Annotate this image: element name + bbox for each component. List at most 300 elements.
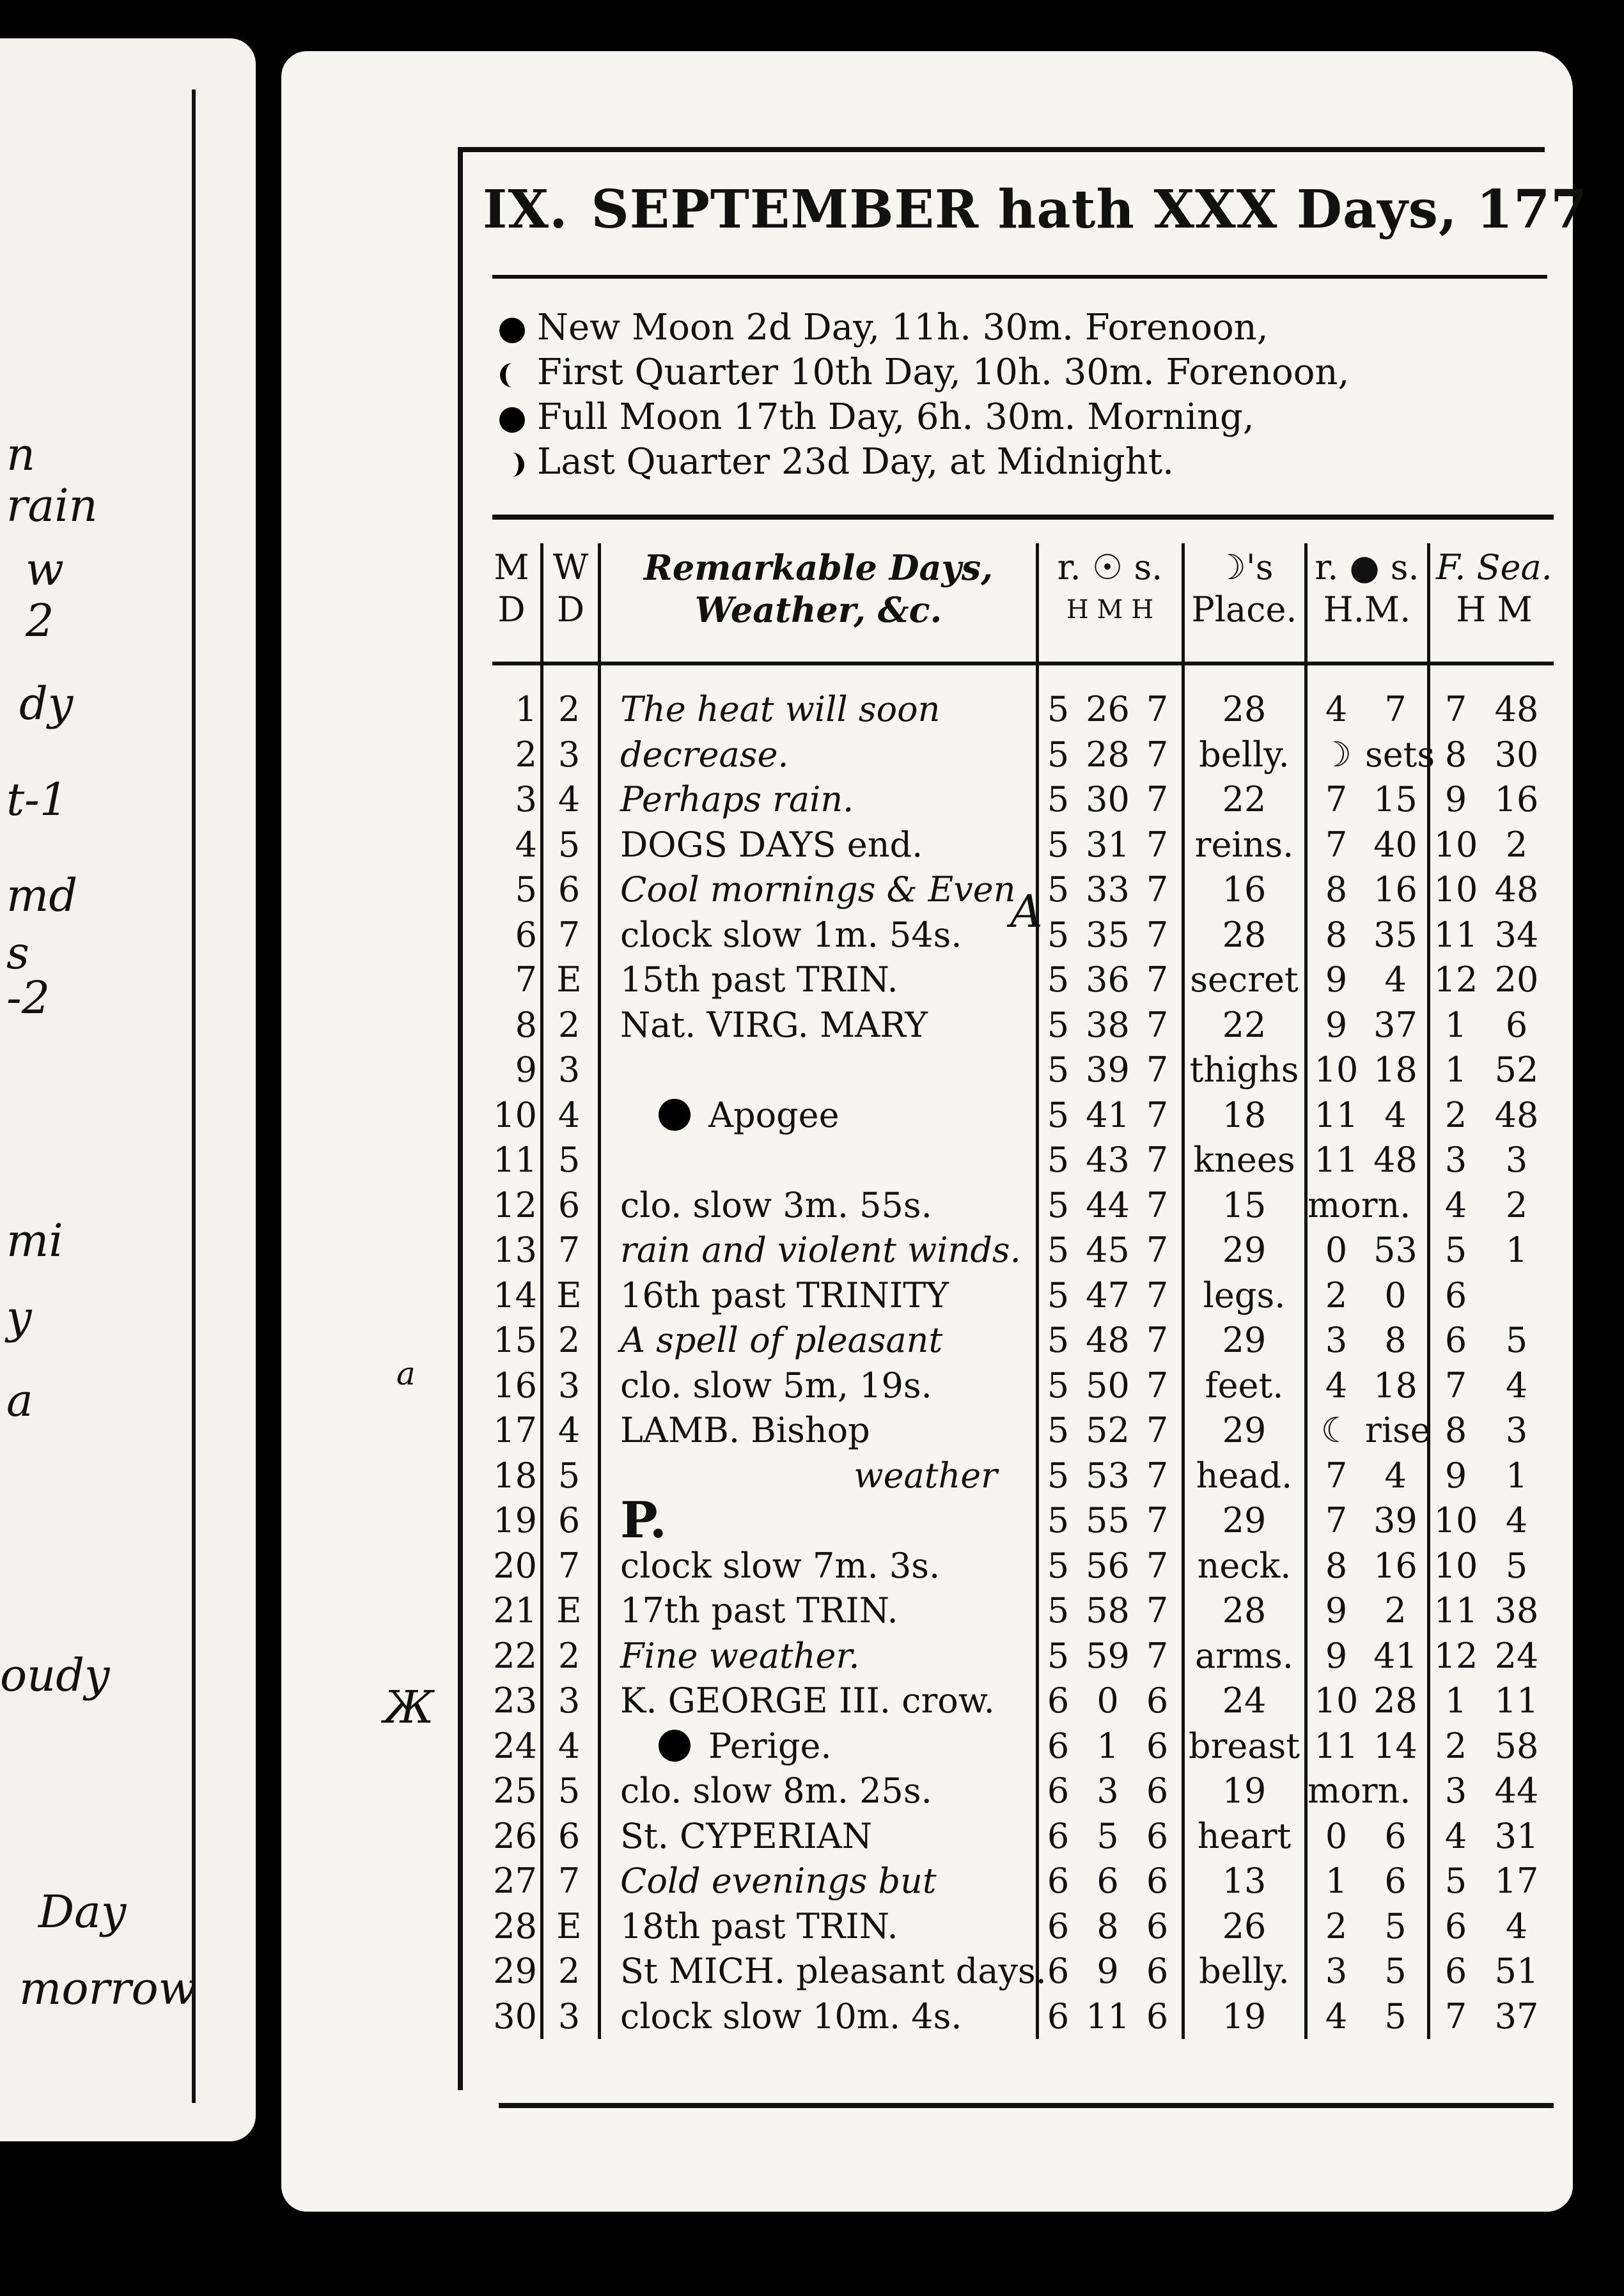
- cell-place: belly.: [1199, 734, 1290, 775]
- remark-text: Cold evenings but: [620, 1861, 937, 1901]
- cell-wd: 5: [558, 1771, 581, 1811]
- cell-md: 10: [493, 1094, 537, 1135]
- remark-text: clo. slow 5m, 19s.: [620, 1365, 932, 1406]
- cell-sr-m: 0: [1097, 1680, 1119, 1721]
- first-quarter-icon: [499, 362, 526, 389]
- table-row: [0, 1544, 1624, 1588]
- remark-text: St MICH. pleasant days.: [620, 1951, 1047, 1991]
- cell-wd: 7: [558, 914, 581, 955]
- cell-moon-m: 4: [1384, 1094, 1407, 1135]
- table-row: [0, 1228, 1624, 1273]
- cell-place: 15: [1222, 1184, 1267, 1225]
- cell-sea-m: 3: [1505, 1140, 1528, 1180]
- cell-sr-m: 56: [1086, 1545, 1130, 1586]
- cell-moon-h: 8: [1325, 1545, 1348, 1586]
- cell-sr-m: 36: [1086, 959, 1130, 1000]
- cell-wd: 6: [558, 1815, 581, 1856]
- cell-text: [620, 913, 1036, 958]
- cell-text: [620, 1634, 1036, 1679]
- cell-sea-h: 1: [1444, 1050, 1467, 1090]
- cell-moon-h: 0: [1325, 1230, 1348, 1270]
- cell-ss-h: 7: [1146, 1500, 1169, 1540]
- cell-moon-m: 5: [1384, 1996, 1407, 2036]
- cell-sea-h: 1: [1444, 1680, 1467, 1721]
- cell-ss-h: 7: [1146, 1320, 1169, 1360]
- full-moon-icon: [499, 407, 526, 433]
- cell-text: [620, 867, 1036, 912]
- cell-sr-m: 59: [1086, 1635, 1130, 1676]
- cell-sea-h: 6: [1444, 1951, 1467, 1991]
- cell-text: [620, 1491, 1036, 1549]
- table-row: [0, 1183, 1624, 1228]
- cell-moon-m: 5: [1384, 1905, 1407, 1946]
- cell-sr-h: 5: [1047, 1365, 1070, 1406]
- header-month-day: M D: [494, 547, 529, 630]
- phase-line: [537, 352, 1349, 393]
- header-remarkable-days: Remarkable Days, Weather, &c.: [643, 547, 994, 630]
- margin-mark: a: [396, 1355, 416, 1392]
- cell-moon-m: 4: [1384, 1455, 1407, 1496]
- cell-sea-m: 34: [1494, 914, 1539, 955]
- cell-sr-m: 44: [1086, 1184, 1130, 1225]
- cell-sr-h: 6: [1047, 1815, 1070, 1856]
- cell-moon-h: 1: [1325, 1861, 1348, 1901]
- remark-text: Perhaps rain.: [620, 779, 854, 819]
- cell-md: 24: [493, 1725, 537, 1766]
- cell-ss-h: 6: [1146, 1861, 1169, 1901]
- margin-mark: Ж: [384, 1681, 434, 1734]
- cell-moon-h: 9: [1325, 1004, 1348, 1045]
- cell-sea-h: 9: [1444, 779, 1467, 819]
- remark-text: The heat will soon: [620, 689, 941, 729]
- title-underline: [492, 275, 1547, 279]
- cell-place: 19: [1222, 1771, 1267, 1811]
- cell-md: 19: [493, 1500, 537, 1540]
- handwriting: oudy: [0, 1649, 110, 1702]
- cell-sr-m: 11: [1086, 1996, 1130, 2036]
- cell-sea-m: 51: [1494, 1951, 1539, 1991]
- cell-ss-h: 7: [1146, 914, 1169, 955]
- cell-ss-h: 7: [1146, 1094, 1169, 1135]
- cell-sea-h: 11: [1433, 914, 1478, 955]
- cell-ss-h: 6: [1146, 1815, 1169, 1856]
- cell-wd: 2: [558, 689, 581, 729]
- cell-sr-h: 6: [1047, 1771, 1070, 1811]
- cell-place: 24: [1222, 1680, 1267, 1721]
- cell-ss-h: 7: [1146, 1410, 1169, 1450]
- cell-md: 20: [493, 1545, 537, 1586]
- handwriting: s: [6, 927, 29, 979]
- remark-text: clock slow 10m. 4s.: [620, 1996, 962, 2036]
- header-week-day: W D: [552, 547, 589, 630]
- cell-sea-m: 17: [1494, 1861, 1539, 1901]
- cell-sr-m: 35: [1086, 914, 1130, 955]
- cell-wd: 2: [558, 1635, 581, 1676]
- cell-sea-h: 7: [1444, 689, 1467, 729]
- cell-sea-m: 4: [1505, 1905, 1528, 1946]
- cell-md: 13: [493, 1230, 537, 1270]
- table-row: [0, 1273, 1624, 1318]
- cell-wd: E: [556, 1905, 582, 1946]
- cell-sr-h: 5: [1047, 1500, 1070, 1540]
- table-row: [0, 958, 1624, 1002]
- cell-wd: 3: [558, 1365, 581, 1406]
- cell-sr-h: 6: [1047, 1996, 1070, 2036]
- remark-text: LAMB. Bishop: [620, 1410, 870, 1450]
- cell-wd: 3: [558, 1050, 581, 1090]
- cell-place: 29: [1222, 1230, 1267, 1270]
- cell-place: 28: [1222, 1590, 1267, 1631]
- cell-sea-m: 48: [1494, 1094, 1539, 1135]
- cell-moon-h: 8: [1325, 914, 1348, 955]
- cell-sr-h: 5: [1047, 1455, 1070, 1496]
- frame-bottom-rule: [499, 2103, 1554, 2108]
- cell-md: 30: [493, 1996, 537, 2036]
- cell-wd: 7: [558, 1230, 581, 1270]
- margin-mark: A: [1010, 885, 1043, 938]
- cell-md: 5: [515, 869, 537, 910]
- cell-md: 7: [515, 959, 537, 1000]
- cell-sr-h: 5: [1047, 1094, 1070, 1135]
- handwriting: md: [6, 869, 78, 922]
- cell-moon-m: 37: [1373, 1004, 1417, 1045]
- cell-place: 16: [1222, 869, 1267, 910]
- cell-text: [620, 1363, 1036, 1408]
- cell-sr-m: 58: [1086, 1590, 1130, 1631]
- cell-text: [620, 1994, 1036, 2039]
- cell-text: [620, 687, 1036, 732]
- cell-sea-m: 48: [1494, 869, 1539, 910]
- phase-text: First Quarter 10th Day, 10h. 30m. Forenoon,: [537, 352, 1350, 393]
- cell-md: 1: [515, 689, 537, 729]
- handwriting: w: [26, 543, 64, 596]
- cell-sr-h: 5: [1047, 1545, 1070, 1586]
- cell-sr-m: 43: [1086, 1140, 1130, 1180]
- cell-sr-m: 30: [1086, 779, 1130, 819]
- cell-sr-m: 3: [1097, 1771, 1119, 1811]
- handwriting: 2: [26, 594, 54, 647]
- cell-md: 9: [515, 1050, 537, 1090]
- cell-moon-h: 0: [1325, 1815, 1348, 1856]
- cell-wd: 4: [558, 1725, 581, 1766]
- table-row: [0, 777, 1624, 822]
- cell-place: 26: [1222, 1905, 1267, 1946]
- cell-moon-h: ☾: [1320, 1410, 1352, 1450]
- cell-moon-h: 11: [1314, 1140, 1359, 1180]
- table-row: [0, 867, 1624, 912]
- cell-sea-m: 30: [1494, 734, 1539, 775]
- cell-moon-m: 53: [1373, 1230, 1417, 1270]
- cell-md: 29: [493, 1951, 537, 1991]
- cell-moon-m: 15: [1373, 779, 1417, 819]
- cell-text: [620, 1183, 1036, 1228]
- cell-sea-h: 7: [1444, 1996, 1467, 2036]
- cell-sea-m: 2: [1505, 1184, 1528, 1225]
- cell-moon-h: 2: [1325, 1275, 1348, 1315]
- cell-sr-h: 5: [1047, 1004, 1070, 1045]
- table-row: [0, 733, 1624, 777]
- cell-wd: 6: [558, 1184, 581, 1225]
- cell-sea-h: 3: [1444, 1140, 1467, 1180]
- cell-moon-m: rise: [1365, 1410, 1431, 1450]
- cell-moon-h: 8: [1325, 869, 1348, 910]
- cell-wd: E: [556, 1275, 582, 1315]
- cell-sr-m: 5: [1097, 1815, 1119, 1856]
- table-row: [0, 1363, 1624, 1408]
- remark-text: P.: [620, 1491, 667, 1549]
- table-row: [0, 1994, 1624, 2039]
- moon-dot-icon: [659, 1730, 691, 1762]
- cell-moon-m: 18: [1373, 1050, 1417, 1090]
- cell-sea-m: 6: [1505, 1004, 1528, 1045]
- cell-sr-m: 52: [1086, 1410, 1130, 1450]
- cell-ss-h: 6: [1146, 1725, 1169, 1766]
- cell-place: thighs: [1189, 1050, 1299, 1090]
- phase-line: [537, 307, 1269, 348]
- remark-text: clo. slow 8m. 25s.: [620, 1771, 932, 1811]
- cell-text: [620, 1588, 1036, 1633]
- handwriting: mi: [6, 1214, 63, 1267]
- cell-sea-m: 4: [1505, 1500, 1528, 1540]
- cell-sea-m: 38: [1494, 1590, 1539, 1631]
- cell-moon-m: 18: [1373, 1365, 1417, 1406]
- cell-sr-h: 6: [1047, 1951, 1070, 1991]
- table-row: [0, 1949, 1624, 1994]
- frame-top-rule: [458, 147, 1545, 152]
- last-quarter-icon: [499, 451, 526, 478]
- cell-sr-h: 5: [1047, 1635, 1070, 1676]
- remark-text: clo. slow 3m. 55s.: [620, 1184, 932, 1225]
- cell-sea-m: 11: [1494, 1680, 1539, 1721]
- cell-moon-h: 4: [1325, 689, 1348, 729]
- cell-text: [620, 1679, 1036, 1723]
- cell-moon-m: 6: [1384, 1815, 1407, 1856]
- cell-moon-h: 10: [1314, 1680, 1359, 1721]
- remark-text: clock slow 1m. 54s.: [620, 914, 962, 955]
- phase-line: [537, 441, 1174, 483]
- cell-place: 22: [1222, 779, 1267, 819]
- cell-text: [620, 1273, 1036, 1318]
- new-moon-icon: [499, 317, 526, 344]
- cell-moon-h: 11: [1314, 1725, 1359, 1766]
- cell-place: knees: [1193, 1140, 1295, 1180]
- cell-text: [620, 1408, 1036, 1453]
- cell-wd: 4: [558, 779, 581, 819]
- phases-underline: [492, 515, 1554, 520]
- cell-sr-h: 5: [1047, 1050, 1070, 1090]
- cell-moon-m: 16: [1373, 1545, 1417, 1586]
- cell-text: [620, 1949, 1047, 1994]
- remark-text: Fine weather.: [620, 1635, 860, 1676]
- cell-ss-h: 7: [1146, 734, 1169, 775]
- cell-md: 11: [493, 1140, 537, 1180]
- cell-sr-h: 6: [1047, 1861, 1070, 1901]
- table-row: [0, 1093, 1624, 1138]
- cell-place: breast: [1189, 1725, 1300, 1766]
- cell-wd: E: [556, 959, 582, 1000]
- remark-text: 17th past TRIN.: [620, 1590, 898, 1631]
- cell-ss-h: 7: [1146, 1455, 1169, 1496]
- cell-place: 28: [1222, 914, 1267, 955]
- cell-wd: 7: [558, 1545, 581, 1586]
- cell-text: [620, 1859, 1036, 1904]
- cell-moon-m: 0: [1384, 1275, 1407, 1315]
- cell-md: 3: [515, 779, 537, 819]
- cell-ss-h: 7: [1146, 1184, 1169, 1225]
- cell-sr-h: 5: [1047, 1275, 1070, 1315]
- cell-sea-h: 2: [1444, 1725, 1467, 1766]
- cell-moon-m: 6: [1384, 1861, 1407, 1901]
- cell-sea-m: 1: [1505, 1455, 1528, 1496]
- handwriting: n: [6, 428, 36, 481]
- cell-text: [620, 1093, 1074, 1138]
- handwriting: morrow: [19, 1962, 197, 2015]
- cell-sr-h: 5: [1047, 734, 1070, 775]
- cell-sr-h: 5: [1047, 689, 1070, 729]
- cell-text: [620, 1814, 1036, 1859]
- remark-text: 16th past TRINITY: [620, 1275, 949, 1315]
- cell-moon-m: 39: [1373, 1500, 1417, 1540]
- cell-wd: 6: [558, 1500, 581, 1540]
- cell-place: 29: [1222, 1320, 1267, 1360]
- cell-wd: 4: [558, 1410, 581, 1450]
- table-row: [0, 1048, 1624, 1092]
- cell-ss-h: 7: [1146, 1050, 1169, 1090]
- cell-ss-h: 6: [1146, 1771, 1169, 1811]
- cell-sr-m: 53: [1086, 1455, 1130, 1496]
- cell-moon-m: 28: [1373, 1680, 1417, 1721]
- cell-sea-h: 10: [1433, 824, 1478, 865]
- cell-sea-h: 5: [1444, 1230, 1467, 1270]
- remark-text: A spell of pleasant: [620, 1320, 943, 1360]
- cell-moon-m: 48: [1373, 1140, 1417, 1180]
- cell-sea-h: 2: [1444, 1094, 1467, 1135]
- cell-sr-h: 5: [1047, 1320, 1070, 1360]
- cell-place: legs.: [1203, 1275, 1286, 1315]
- cell-place: secret: [1190, 959, 1299, 1000]
- cell-place: 28: [1222, 689, 1267, 729]
- cell-sea-m: 48: [1494, 689, 1539, 729]
- cell-ss-h: 7: [1146, 689, 1169, 729]
- cell-ss-h: 7: [1146, 1275, 1169, 1315]
- cell-ss-h: 7: [1146, 1545, 1169, 1586]
- cell-md: 26: [493, 1815, 537, 1856]
- remark-text: decrease.: [620, 734, 789, 775]
- table-row: [0, 1679, 1624, 1723]
- phase-text: Last Quarter 23d Day, at Midnight.: [537, 441, 1174, 483]
- cell-ss-h: 7: [1146, 1635, 1169, 1676]
- cell-moon-h: 9: [1325, 959, 1348, 1000]
- cell-text: [620, 1904, 1036, 1949]
- cell-md: 22: [493, 1635, 537, 1676]
- cell-sea-m: 5: [1505, 1320, 1528, 1360]
- cell-place: 13: [1222, 1861, 1267, 1901]
- cell-sea-h: 10: [1433, 1545, 1478, 1586]
- cell-text: [620, 1724, 1074, 1769]
- handwriting: t-1: [6, 773, 68, 826]
- remark-text: K. GEORGE III. crow.: [620, 1680, 995, 1721]
- cell-ss-h: 6: [1146, 1996, 1169, 2036]
- cell-sea-h: 7: [1444, 1365, 1467, 1406]
- cell-moon-h: 4: [1325, 1996, 1348, 2036]
- cell-moon-h: 4: [1325, 1365, 1348, 1406]
- cell-sea-h: 8: [1444, 734, 1467, 775]
- cell-place: head.: [1196, 1455, 1293, 1496]
- cell-wd: 5: [558, 1140, 581, 1180]
- cell-sea-h: 6: [1444, 1905, 1467, 1946]
- cell-sr-h: 5: [1047, 779, 1070, 819]
- handwriting: rain: [6, 479, 98, 532]
- cell-sr-m: 28: [1086, 734, 1130, 775]
- remark-text: Nat. VIRG. MARY: [620, 1004, 928, 1045]
- cell-moon-h: 9: [1325, 1635, 1348, 1676]
- cell-sea-m: 20: [1494, 959, 1539, 1000]
- handwriting: Day: [38, 1886, 127, 1938]
- cell-moon-m: 2: [1384, 1590, 1407, 1631]
- cell-ss-h: 7: [1146, 1140, 1169, 1180]
- header-full-sea: F. Sea. H M: [1436, 547, 1552, 630]
- cell-sr-h: 5: [1047, 1410, 1070, 1450]
- cell-moon-m: 40: [1373, 824, 1417, 865]
- cell-place: neck.: [1197, 1545, 1292, 1586]
- cell-wd: 4: [558, 1094, 581, 1135]
- cell-sr-m: 50: [1086, 1365, 1130, 1406]
- cell-text: [620, 733, 1036, 777]
- cell-place: 29: [1222, 1500, 1267, 1540]
- cell-sea-h: 8: [1444, 1410, 1467, 1450]
- cell-place: reins.: [1194, 824, 1294, 865]
- cell-md: 15: [493, 1320, 537, 1360]
- cell-md: 27: [493, 1861, 537, 1901]
- cell-sr-m: 33: [1086, 869, 1130, 910]
- cell-wd: 3: [558, 734, 581, 775]
- cell-moon-m: 41: [1373, 1635, 1417, 1676]
- cell-sr-m: 9: [1097, 1951, 1119, 1991]
- cell-sea-h: 10: [1433, 1500, 1478, 1540]
- cell-ss-h: 7: [1146, 824, 1169, 865]
- cell-sea-h: 10: [1433, 869, 1478, 910]
- cell-sea-h: 6: [1444, 1320, 1467, 1360]
- cell-sea-m: 2: [1505, 824, 1528, 865]
- table-row: [0, 1454, 1624, 1498]
- cell-place: feet.: [1205, 1365, 1284, 1406]
- cell-text: [620, 958, 1036, 1002]
- cell-wd: 2: [558, 1951, 581, 1991]
- cell-moon-m: 8: [1384, 1320, 1407, 1360]
- cell-moon-m: sets: [1365, 734, 1435, 775]
- cell-sr-h: 5: [1047, 1184, 1070, 1225]
- cell-wd: 6: [558, 869, 581, 910]
- cell-moon-h: 7: [1325, 779, 1348, 819]
- cell-text: [620, 1544, 1036, 1588]
- cell-sr-h: 5: [1047, 1140, 1070, 1180]
- cell-ss-h: 6: [1146, 1905, 1169, 1946]
- cell-wd: 5: [558, 824, 581, 865]
- cell-wd: 7: [558, 1861, 581, 1901]
- table-row: [0, 1814, 1624, 1859]
- table-row: [0, 1138, 1624, 1183]
- handwriting: a: [6, 1374, 33, 1427]
- month-numeral: IX.: [483, 179, 568, 240]
- cell-sr-m: 38: [1086, 1004, 1130, 1045]
- phase-line: [537, 396, 1254, 438]
- cell-md: 17: [493, 1410, 537, 1450]
- remark-text: DOGS DAYS end.: [620, 824, 923, 865]
- phase-text: New Moon 2d Day, 11h. 30m. Forenoon,: [537, 307, 1269, 348]
- remark-text: 15th past TRIN.: [620, 959, 898, 1000]
- header-moon-place: ☽'s Place.: [1191, 547, 1297, 630]
- cell-wd: 3: [558, 1680, 581, 1721]
